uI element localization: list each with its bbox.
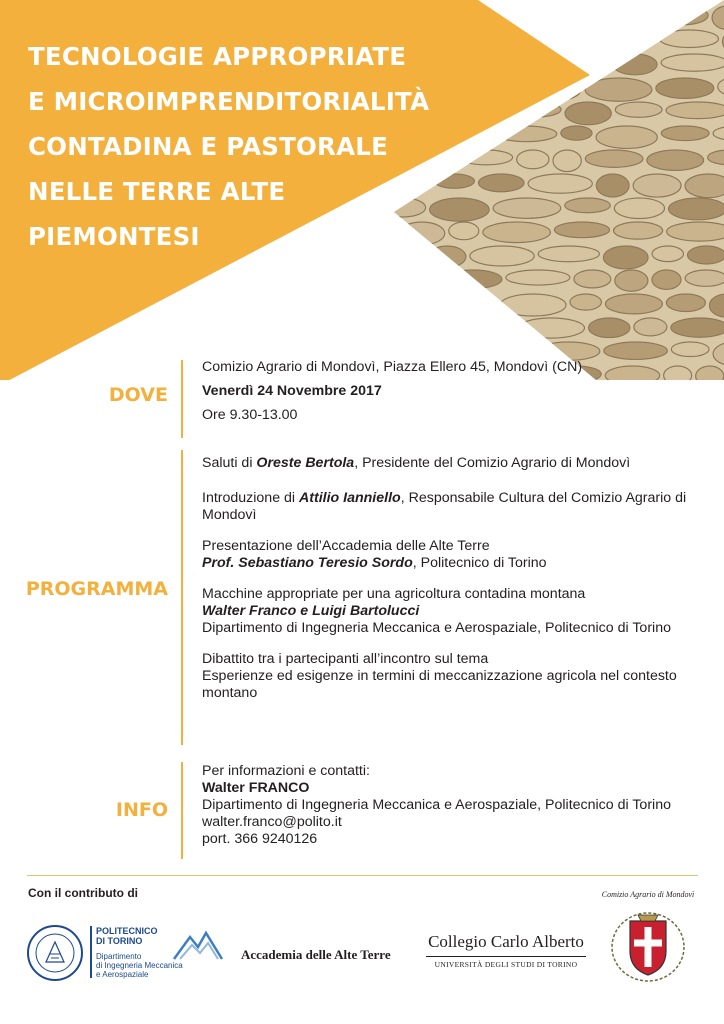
dove-date: Venerdì 24 Novembre 2017 xyxy=(202,383,382,399)
program-item: Introduzione di Attilio Ianniello, Responsabile Cultura del Comizio Agrario di Mondovì xyxy=(202,490,687,523)
stone xyxy=(463,318,514,333)
stone xyxy=(483,222,551,243)
stone xyxy=(399,270,440,284)
coat-of-arms-icon xyxy=(608,903,688,985)
stone xyxy=(399,318,459,339)
stone xyxy=(565,102,611,125)
stone xyxy=(554,222,609,238)
stone xyxy=(538,246,599,262)
title-line: E MICROIMPRENDITORIALITÀ xyxy=(28,87,430,116)
dove-label: DOVE xyxy=(108,384,168,406)
stone xyxy=(687,246,724,264)
stone xyxy=(444,270,502,289)
stone xyxy=(671,318,724,337)
footer-divider xyxy=(27,875,698,876)
stone xyxy=(381,294,429,310)
stone xyxy=(669,198,724,220)
stone xyxy=(633,174,681,197)
stone xyxy=(381,342,433,360)
stone xyxy=(614,222,663,239)
stone xyxy=(685,270,724,286)
stone xyxy=(605,294,662,314)
stone xyxy=(652,246,683,262)
mountain-logo-icon xyxy=(172,925,224,969)
info-email[interactable]: walter.franco@polito.it xyxy=(202,814,342,830)
stone xyxy=(496,126,557,142)
stone xyxy=(596,126,657,148)
stone xyxy=(500,294,566,316)
stone xyxy=(517,150,549,169)
stone xyxy=(493,198,561,218)
title-line: NELLE TERRE ALTE xyxy=(28,177,286,206)
stone xyxy=(666,294,705,312)
stone xyxy=(666,102,724,119)
polito-department: Dipartimento di Ingegneria Meccanica e Aerospaziale xyxy=(96,952,183,979)
stone xyxy=(615,102,662,117)
stone xyxy=(613,54,657,75)
contributors-heading: Con il contributo di xyxy=(28,886,138,900)
info-contact-name: Walter FRANCO xyxy=(202,780,310,796)
stone xyxy=(596,174,629,197)
info-divider xyxy=(181,762,183,859)
accademia-logo: Accademia delle Alte Terre xyxy=(241,947,391,962)
stone xyxy=(588,318,629,338)
stone xyxy=(565,198,611,213)
program-item: Saluti di Oreste Bertola, Presidente del Comizio Agrario di Mondovì xyxy=(202,455,631,471)
info-label: INFO xyxy=(115,799,168,821)
program-item-topic: Esperienze ed esigenze in termini di meccanizzazione agricola nel contesto montano xyxy=(202,668,677,701)
stone xyxy=(518,318,584,338)
stone xyxy=(570,294,601,310)
stone xyxy=(647,150,704,170)
polito-logo-divider xyxy=(90,926,92,978)
program-item: Macchine appropriate per una agricoltura contadina montana xyxy=(202,586,586,602)
collegio-logo xyxy=(420,932,592,969)
info-intro: Per informazioni e contatti: xyxy=(202,763,370,779)
dove-place: Comizio Agrario di Mondovì, Piazza Ellero 45, Mondovì (CN) xyxy=(202,359,583,375)
stone xyxy=(656,78,714,98)
stone xyxy=(634,318,667,336)
stone xyxy=(616,6,653,27)
stone xyxy=(553,150,581,172)
stone xyxy=(537,342,600,360)
program-item-speaker: Prof. Sebastiano Teresio Sordo, Politecnico di Torino xyxy=(202,555,547,571)
title-line: PIEMONTESI xyxy=(28,222,200,251)
polito-seal-icon xyxy=(26,924,84,982)
event-title xyxy=(28,34,488,259)
stone xyxy=(574,270,611,288)
stone xyxy=(661,54,724,71)
comizio-name: Comizio Agrario di Mondovì xyxy=(601,890,695,899)
stone xyxy=(660,30,719,48)
info-department: Dipartimento di Ingegneria Meccanica e Aerospaziale, Politecnico di Torino xyxy=(202,797,671,813)
stone xyxy=(606,30,656,47)
polito-name: POLITECNICO DI TORINO xyxy=(96,926,158,946)
program-item-affiliation: Dipartimento di Ingegneria Meccanica e Aerospaziale, Politecnico di Torino xyxy=(202,620,671,636)
program-item-speaker: Walter Franco e Luigi Bartolucci xyxy=(202,603,420,619)
stone xyxy=(604,342,668,359)
stone xyxy=(433,294,496,317)
collegio-rule xyxy=(426,956,586,957)
info-block xyxy=(202,763,702,848)
stone xyxy=(437,342,471,360)
stone xyxy=(615,270,648,291)
title-line: CONTADINA E PASTORALE xyxy=(28,132,389,161)
dove-divider xyxy=(181,360,183,438)
stone xyxy=(661,126,709,141)
stone xyxy=(603,246,648,269)
stone xyxy=(652,270,681,289)
comizio-logo xyxy=(598,890,698,990)
stone xyxy=(510,6,554,23)
programma-block xyxy=(202,455,702,702)
stone xyxy=(667,222,724,241)
collegio-subtitle: UNIVERSITÀ DEGLI STUDI DI TORINO xyxy=(434,960,578,969)
polito-logo xyxy=(26,924,186,984)
stone xyxy=(585,150,643,167)
stone xyxy=(671,342,709,357)
dove-time: Ore 9.30-13.00 xyxy=(202,407,298,423)
title-line: TECNOLOGIE APPROPRIATE xyxy=(28,42,407,71)
programma-label: PROGRAMMA xyxy=(25,578,168,600)
stone xyxy=(614,198,664,219)
program-item: Presentazione dell’Accademia delle Alte Terre xyxy=(202,538,490,554)
stone xyxy=(658,6,708,25)
program-item: Dibattito tra i partecipanti all’incontro sul tema xyxy=(202,651,489,667)
collegio-name: Collegio Carlo Alberto xyxy=(428,932,584,951)
stone xyxy=(585,78,652,101)
stone xyxy=(558,6,612,21)
stone xyxy=(561,126,592,140)
stone xyxy=(506,270,570,285)
dove-block xyxy=(202,359,702,424)
stone xyxy=(528,174,592,193)
programma-divider xyxy=(181,450,183,745)
info-phone: port. 366 9240126 xyxy=(202,831,318,847)
stone xyxy=(685,174,724,198)
